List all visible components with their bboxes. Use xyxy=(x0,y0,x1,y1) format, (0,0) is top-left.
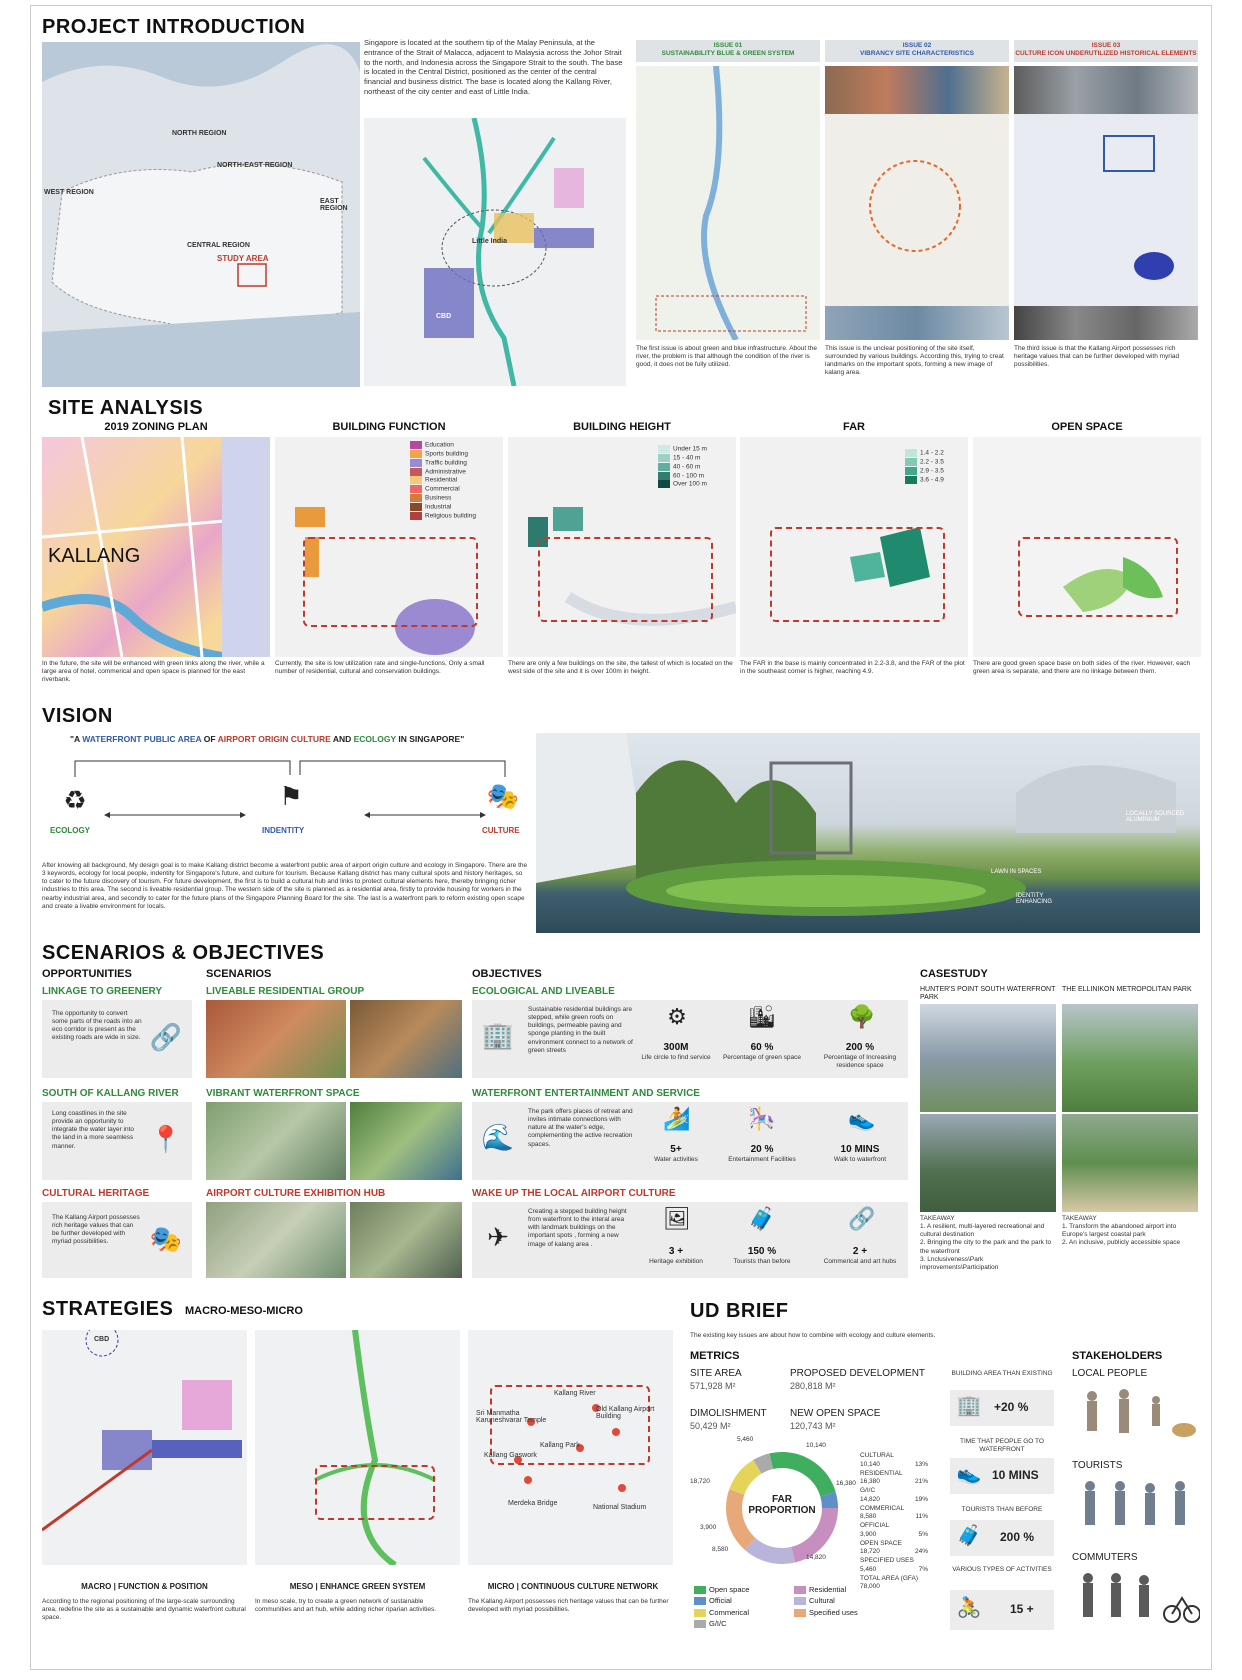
tourist-icon: 🧳 xyxy=(956,1525,982,1547)
far-map xyxy=(740,437,968,657)
meso-map xyxy=(255,1330,460,1565)
link-icon: 🔗 xyxy=(149,1022,183,1052)
region-label: EAST REGION xyxy=(320,198,348,212)
intro-text: Singapore is located at the southern tip of the Malay Peninsula, at the entrance of the Strait of Malacca, adjacent to Malaysia across the Johor Strait to the north, and Indonesia across the Singapore Strait to the south. The base is located in the Central District, positioned as the center of the central financial and business district. The base is located along the Kallang River, northeast of the city center and east of Little India. xyxy=(364,38,623,96)
tourist-icon: 🧳 xyxy=(748,1206,776,1231)
kallang-overlay: KALLANG xyxy=(48,545,141,567)
place-label: Sri Manmatha Karuneshvarar Temple xyxy=(476,1410,547,1424)
opp-title: LINKAGE TO GREENERY xyxy=(42,986,163,997)
stat: 150 % Tourists than before xyxy=(733,1246,791,1265)
col-header: OBJECTIVES xyxy=(472,968,542,980)
scen-title: AIRPORT CULTURE EXHIBITION HUB xyxy=(206,1188,386,1199)
scenario-photo xyxy=(350,1000,462,1078)
metric-value: 50,429 M² xyxy=(690,1421,731,1431)
donut-value: 8,580 xyxy=(712,1546,729,1553)
water-activity-icon: 🏄 xyxy=(663,1106,691,1131)
opp-card: The opportunity to convert some parts of the roads into an eco corridor is present as the existing roads are wide in size. 🔗 xyxy=(42,1000,192,1078)
height-legend: Under 15 m 15 - 40 m 40 - 60 m 60 - 100 m Over 100 m xyxy=(658,445,734,489)
issue-2-map xyxy=(825,66,1009,340)
airport-icon: ✈ xyxy=(487,1222,509,1252)
place-label: Kallang River xyxy=(554,1390,596,1397)
strategy-text: In meso scale, try to create a green network of sustainable communities and art hub, while adding richer riparian activities. xyxy=(255,1598,437,1614)
place-label: Old Kallang Airport Building xyxy=(596,1406,655,1420)
stat: 2 + Commerical and art hubs xyxy=(823,1246,897,1265)
donut-value: 18,720 xyxy=(690,1478,710,1485)
culture-icon: 🎭 xyxy=(486,781,520,811)
stat: 20 % Entertainment Facilities xyxy=(728,1144,796,1163)
walk-icon: 👟 xyxy=(848,1106,876,1131)
donut-value: 14,820 xyxy=(806,1554,826,1561)
waterfront-icon: 🌊 xyxy=(481,1122,515,1152)
region-label: NORTH-EAST REGION xyxy=(217,162,293,169)
building-height-map xyxy=(508,437,736,657)
masks-icon: 🎭 xyxy=(149,1224,183,1254)
obj-card: 🌊 The park offers places of retreat and invites intimate connections with nature at the water's edge, complementing the active recreation spaces. 🏄 5+ Water activities 🎠 20 % Entertainment Facilities 👟 10 MINS Walk to waterfront xyxy=(472,1102,908,1180)
kpi-box: 🚴 15 + xyxy=(950,1590,1054,1630)
stat: 10 MINS Walk to waterfront xyxy=(833,1144,887,1163)
site-context-map xyxy=(364,118,626,386)
issue-header-3: ISSUE 03 CULTURE ICON UNDERUTILIZED HISTORICAL ELEMENTS xyxy=(1014,40,1198,62)
building-icon: 🏢 xyxy=(481,1020,515,1050)
stat: 200 % Percentage of Increasing residence space xyxy=(823,1042,897,1069)
case-1-takeaway: TAKEAWAY 1. A resilient, multi-layered recreational and cultural destination 2. Bringing the city to the park and the park to the waterfront 3. Lnclusiveness\Park improvements\Participation xyxy=(920,1215,1052,1271)
issue-1-text: The first issue is about green and blue infrastructure. About the river, the problem is that although the condition of the river is good, it does not be fully utilized. xyxy=(636,345,818,369)
stat: 5+ Water activities xyxy=(654,1144,698,1163)
cbd-label: CBD xyxy=(94,1336,110,1343)
analysis-title: BUILDING FUNCTION xyxy=(332,421,446,433)
region-label: NORTH REGION xyxy=(172,130,227,137)
render-label: IDENTITY ENHANCING xyxy=(1016,893,1053,905)
open-space-map xyxy=(973,437,1201,657)
micro-map xyxy=(468,1330,673,1565)
render-label: LOCALLY SOURCED ALUMINIUM xyxy=(1126,811,1185,823)
analysis-text: Currently, the site is low utilization rate and single-functions, Only a small number of residential, cultural and conservation buildings. xyxy=(275,660,485,676)
exhibition-icon: 🖼 xyxy=(663,1206,691,1231)
map-label: CBD xyxy=(436,313,452,320)
issue-2-text: This issue is the unclear positioning of the site itself, surrounded by various buildings. According this, trying to creat landmarks on the important spots, forming a new image of kalang area. xyxy=(825,345,1004,377)
vision-quote: "A WATERFRONT PUBLIC AREA OF AIRPORT ORIGIN CULTURE AND ECOLOGY IN SINGAPORE" xyxy=(70,734,465,744)
strategy-title: MACRO | FUNCTION & POSITION xyxy=(81,1582,208,1591)
case-2-photo-2 xyxy=(1062,1114,1198,1212)
kpi-label: TIME THAT PEOPLE GO TO WATERFRONT xyxy=(960,1438,1044,1454)
opp-card: The Kallang Airport possesses rich heritage values that can be further developed with myriad possibilities. 🎭 xyxy=(42,1202,192,1278)
strategy-text: According to the regional positioning of the large-scale surrounding area, redefine the site as a sustainable and dynamic waterfront cultural space. xyxy=(42,1598,246,1622)
swing-icon: 🎠 xyxy=(748,1106,776,1131)
issue-3-text: The third issue is that the Kallang Airport possesses rich heritage values that can be further developed with myriad possibilities. xyxy=(1014,345,1180,369)
far-legend: 1.4 - 2.2 2.2 - 3.5 2.9 - 3.5 3.6 - 4.9 xyxy=(905,449,965,484)
building-icon: 🏢 xyxy=(956,1395,982,1417)
scenario-photo xyxy=(350,1102,462,1180)
donut-value: 3,900 xyxy=(700,1524,717,1531)
activity-icon: 🚴 xyxy=(956,1597,982,1619)
building-function-map xyxy=(275,437,503,657)
strategy-title: MESO | ENHANCE GREEN SYSTEM xyxy=(289,1582,426,1591)
region-label: WEST REGION xyxy=(44,189,94,196)
kpi-label: VARIOUS TYPES OF ACTIVITIES xyxy=(952,1566,1052,1573)
green-building-icon: 🏙 xyxy=(748,1004,776,1029)
scen-title: VIBRANT WATERFRONT SPACE xyxy=(206,1088,360,1099)
section-title-scenarios: SCENARIOS & OBJECTIVES xyxy=(42,942,325,964)
scenario-photo xyxy=(206,1000,346,1078)
region-label: CENTRAL REGION xyxy=(187,242,250,249)
issue-header-1: ISSUE 01 SUSTAINABILITY BLUE & GREEN SYSTEM xyxy=(636,40,820,62)
analysis-text: There are only a few buildings on the site, the tallest of which is located on the west side of the site and it is over 100m in height. xyxy=(508,660,733,676)
kpi-label: BUILDING AREA THAN EXISTING xyxy=(951,1370,1053,1377)
col-header: OPPORTUNITIES xyxy=(42,968,132,980)
metric-value: 571,928 M² xyxy=(690,1381,736,1391)
opp-title: CULTURAL HERITAGE xyxy=(42,1188,150,1199)
section-title-strategies: STRATEGIES xyxy=(42,1298,174,1320)
place-label: Kallang Park xyxy=(540,1442,580,1449)
stat: 3 + Heritage exhibition xyxy=(649,1246,703,1265)
opp-title: SOUTH OF KALLANG RIVER xyxy=(42,1088,179,1099)
case-1-photo xyxy=(920,1004,1056,1112)
kpi-box: 🧳 200 % xyxy=(950,1520,1054,1556)
ecology-icon: ♻ xyxy=(63,785,87,815)
case-1-photo-2 xyxy=(920,1114,1056,1212)
brief-intro: The existing key issues are about how to combine with ecology and culture elements. xyxy=(690,1332,936,1339)
kpi-box: 🏢 +20 % xyxy=(950,1390,1054,1426)
section-title-vision: VISION xyxy=(42,705,113,727)
scenario-photo xyxy=(350,1202,462,1278)
analysis-title: FAR xyxy=(843,421,865,433)
stat: 60 % Percentage of green space xyxy=(722,1042,802,1061)
scen-title: LIVEABLE RESIDENTIAL GROUP xyxy=(206,986,365,997)
strategy-text: The Kallang Airport possesses rich heritage values that can be further developed with myriad possibilities. xyxy=(468,1598,669,1614)
use-legend: Open space Residential Official Cultural Commerical Specified uses G/I/C xyxy=(694,1584,884,1629)
donut-value: 10,140 xyxy=(806,1442,826,1449)
identity-label: INDENTITY xyxy=(262,826,305,835)
location-pin-icon: 📍 xyxy=(149,1124,183,1154)
stakeholders-title: STAKEHOLDERS xyxy=(1072,1350,1163,1362)
render-label: LAWN IN SPACES xyxy=(991,869,1042,875)
metric-value: 120,743 M² xyxy=(790,1421,836,1431)
metric-label: SITE AREA xyxy=(690,1368,742,1379)
analysis-title: OPEN SPACE xyxy=(1051,421,1123,433)
kpi-label: TOURISTS THAN BEFORE xyxy=(961,1506,1043,1513)
obj-title: ECOLOGICAL AND LIVEABLE xyxy=(472,986,615,997)
kpi-box: 👟 10 MINS xyxy=(950,1458,1054,1494)
section-title-site-analysis: SITE ANALYSIS xyxy=(48,397,204,419)
case-2-takeaway: TAKEAWAY 1. Transform the abandoned airport into Europe's largest coastal park 2. An inclusive, publicly accessible space xyxy=(1062,1215,1181,1247)
strategies-subtitle: MACRO-MESO-MICRO xyxy=(185,1305,303,1317)
metric-value: 280,818 M² xyxy=(790,1381,836,1391)
metric-label: PROPOSED DEVELOPMENT xyxy=(790,1368,926,1379)
case-1-title: HUNTER'S POINT SOUTH WATERFRONT PARK xyxy=(920,986,1056,1002)
singapore-region-map xyxy=(42,42,360,387)
service-icon: ⚙ xyxy=(667,1004,687,1029)
section-title-project-intro: PROJECT INTRODUCTION xyxy=(42,16,306,38)
culture-label: CULTURE xyxy=(482,826,520,835)
macro-map xyxy=(42,1330,247,1565)
shoe-icon: 👟 xyxy=(956,1463,982,1485)
case-2-title: THE ELLINIKON METROPOLITAN PARK xyxy=(1062,986,1192,993)
commuters-figures xyxy=(1072,1566,1200,1626)
place-label: National Stadium xyxy=(593,1504,647,1511)
opp-card: Long coastlines in the site provide an opportunity to integrate the water layer into the land in a more seamless manner. 📍 xyxy=(42,1102,192,1180)
issue-3-map xyxy=(1014,66,1198,340)
vision-text: After knowing all background, My design goal is to make Kallang district become a waterfront public area of airport origin culture and ecology in Singapore. There are the 3 keywords, ecology for local people, indentity for Singapore's future, and culture for tourism. Because Kallang district has many cultural spots and history heritages, so to cater to the future discovery of tourism. For future development, the first is to build a cultural hub and links to protect cultural elements here, thereby bringing richer industries to this area. The second is liveable residential group. The western side of the site is planned as a residential area, firstly to provide housing for workers in the nearby industrial area, and secondly to cater for the future plans of the Singapore Planning Board for the site. The last is a waterfront park to reform existing open scape and create a livable environment for locals. xyxy=(42,862,528,910)
use-table: CULTURAL 10,140 13% RESIDENTIAL 16,380 21% G/I/C 14,820 19% COMMERICAL 8,580 11% OFFICIAL 3,900 5% OPEN SPACE 18,720 24% SPECIFIED USES 5,460 7% TOTAL AREA (GFA) 78,000 xyxy=(860,1452,928,1591)
stakeholder-group: LOCAL PEOPLE xyxy=(1072,1368,1148,1379)
analysis-title: 2019 ZONING PLAN xyxy=(104,421,208,433)
scenario-photo xyxy=(206,1102,346,1180)
function-legend: Education Sports building Traffic building Administrative Residential Commercial Business Industrial Religious building xyxy=(410,441,500,521)
stat: 300M Life circle to find service xyxy=(641,1042,711,1061)
metric-label: DIMOLISHMENT xyxy=(690,1408,767,1419)
tourists-figures xyxy=(1072,1474,1200,1534)
analysis-title: BUILDING HEIGHT xyxy=(573,421,671,433)
analysis-text: There are good green space base on both sides of the river. However, each green area is separate, and there are no linkage between them. xyxy=(973,660,1191,676)
vision-render xyxy=(536,733,1200,933)
analysis-text: In the future, the site will be enhanced with green links along the river, while a large area of hotel, commerical and open space is planned for the east riverbank. xyxy=(42,660,265,684)
obj-title: WATERFRONT ENTERTAINMENT AND SERVICE xyxy=(472,1088,700,1099)
col-header: SCENARIOS xyxy=(206,968,272,980)
place-label: Merdeka Bridge xyxy=(508,1500,558,1507)
metrics-title: METRICS xyxy=(690,1350,740,1362)
col-header: CASESTUDY xyxy=(920,968,988,980)
ecology-label: ECOLOGY xyxy=(50,826,91,835)
issue-header-2: ISSUE 02 VIBRANCY SITE CHARACTERISTICS xyxy=(825,40,1009,62)
obj-card: 🏢 Sustainable residential buildings are stepped, while green roofs on buildings, permeable paving and sponge planting in the built environment connect to a network of green streets ⚙ 300M Life circle to find service 🏙 60 % Percentage of green space 🌳 200 % Percentage of Increasing residence space xyxy=(472,1000,908,1078)
local-people-figures xyxy=(1072,1382,1200,1442)
place-label: Kallang Gaswork xyxy=(484,1452,537,1459)
donut-value: 5,460 xyxy=(737,1436,754,1443)
trees-icon: 🌳 xyxy=(848,1004,876,1029)
donut-value: 16,380 xyxy=(836,1480,856,1487)
network-icon: 🔗 xyxy=(848,1206,876,1231)
analysis-text: The FAR in the base is mainly concentrated in 2.2-3.8, and the FAR of the plot in the southeast corner is higher, reaching 4.9. xyxy=(740,660,965,676)
map-label: Little India xyxy=(472,238,507,245)
obj-title: WAKE UP THE LOCAL AIRPORT CULTURE xyxy=(472,1188,676,1199)
zoning-plan-map xyxy=(42,437,270,657)
study-area-label: STUDY AREA xyxy=(217,254,269,263)
metric-label: NEW OPEN SPACE xyxy=(790,1408,881,1419)
section-title-ud-brief: UD BRIEF xyxy=(690,1300,789,1322)
issue-1-map xyxy=(636,66,820,340)
donut-label: FAR PROPORTION xyxy=(748,1494,816,1516)
obj-card: ✈ Creating a stepped building height from waterfront to the interal area with landmark buildings on the important spots , forming a new image of kalang area . 🖼 3 + Heritage exhibition 🧳 150 % Tourists than before 🔗 2 + Commerical and art hubs xyxy=(472,1202,908,1278)
identity-icon: ⚑ xyxy=(279,781,303,811)
strategy-title: MICRO | CONTINUOUS CULTURE NETWORK xyxy=(487,1582,659,1591)
stakeholder-group: COMMUTERS xyxy=(1072,1552,1138,1563)
stakeholder-group: TOURISTS xyxy=(1072,1460,1123,1471)
scenario-photo xyxy=(206,1202,346,1278)
case-2-photo xyxy=(1062,1004,1198,1112)
